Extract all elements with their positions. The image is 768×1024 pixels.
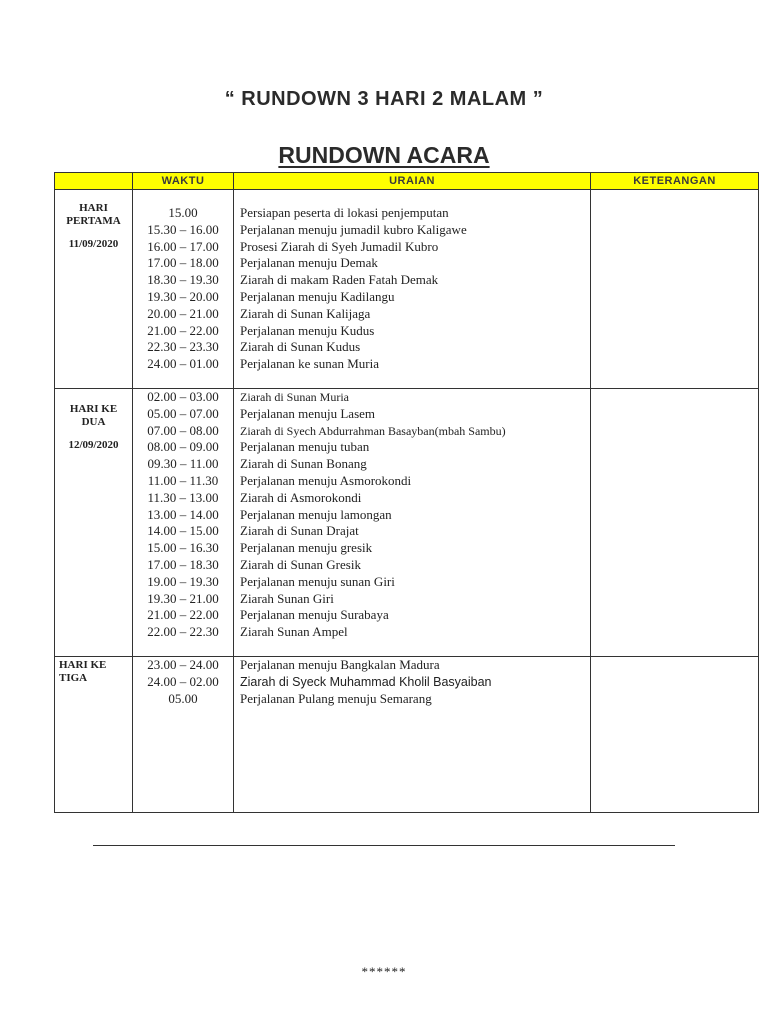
activity-item: Ziarah di Syech Abdurrahman Basayban(mbah Sambu) xyxy=(240,423,506,438)
activity-item: Perjalanan menuju Kudus xyxy=(240,322,375,338)
activity-item: Perjalanan menuju Bangkalan Madura xyxy=(240,657,440,672)
activity-item: Perjalanan menuju gresik xyxy=(240,540,373,556)
document-subtitle xyxy=(0,142,768,169)
time-item: 17.00 – 18.30 xyxy=(147,556,219,572)
activity-item: Ziarah di makam Raden Fatah Demak xyxy=(240,272,439,288)
day-label: HARI PERTAMA xyxy=(66,202,121,227)
time-item: 19.30 – 21.00 xyxy=(147,590,219,606)
keterangan-cell xyxy=(591,389,759,657)
time-item: 21.00 – 22.00 xyxy=(147,607,219,623)
activity-item: Perjalanan menuju Demak xyxy=(240,255,378,271)
time-item: 15.30 – 16.00 xyxy=(147,221,219,237)
day-row xyxy=(55,657,759,813)
header-day xyxy=(55,173,133,190)
time-item: 22.30 – 23.30 xyxy=(147,339,219,355)
time-item: 14.00 – 15.00 xyxy=(147,523,219,539)
activity-cell xyxy=(234,657,591,813)
activity-item: Ziarah di Sunan Kudus xyxy=(240,339,361,355)
document-title: “ RUNDOWN 3 HARI 2 MALAM ” xyxy=(224,88,544,110)
time-cell xyxy=(133,657,234,813)
day-cell xyxy=(55,657,133,813)
time-item: 18.30 – 19.30 xyxy=(147,272,219,288)
horizontal-divider xyxy=(93,845,675,846)
activity-item: Ziarah Sunan Ampel xyxy=(240,624,348,640)
day-row xyxy=(55,190,759,389)
time-item: 02.00 – 03.00 xyxy=(147,389,219,404)
activity-item: Ziarah di Sunan Kalijaga xyxy=(240,305,371,321)
activity-item: Persiapan peserta di lokasi penjemputan xyxy=(240,205,449,220)
day-row xyxy=(55,389,759,657)
keterangan-cell xyxy=(591,657,759,813)
activity-cell xyxy=(234,389,591,657)
activity-item: Ziarah di Syeck Muhammad Kholil Basyaiban xyxy=(240,674,492,689)
activity-item: Perjalanan menuju sunan Giri xyxy=(240,573,395,589)
time-item: 19.00 – 19.30 xyxy=(147,573,219,589)
time-item: 11.00 – 11.30 xyxy=(147,472,219,488)
time-item: 15.00 – 16.30 xyxy=(147,540,219,556)
activity-item: Perjalanan ke sunan Muria xyxy=(240,356,379,372)
time-cell xyxy=(133,389,234,657)
time-item: 24.00 – 01.00 xyxy=(147,356,219,372)
activity-item: Perjalanan menuju lamongan xyxy=(240,506,392,522)
activity-cell xyxy=(234,190,591,389)
activity-item: Perjalanan menuju Kadilangu xyxy=(240,288,395,304)
time-cell xyxy=(133,190,234,389)
day-label: HARI KE TIGA xyxy=(59,659,107,684)
activity-item: Ziarah di Sunan Muria xyxy=(240,390,349,404)
header-keterangan: KETERANGAN xyxy=(591,173,759,190)
activity-item: Perjalanan menuju Asmorokondi xyxy=(240,472,412,488)
activity-item: Perjalanan menuju Lasem xyxy=(240,405,376,421)
time-item: 11.30 – 13.00 xyxy=(147,489,219,505)
activity-item: Perjalanan menuju tuban xyxy=(240,439,370,455)
header-waktu: WAKTU xyxy=(133,173,234,190)
day-cell xyxy=(55,389,133,657)
time-item: 23.00 – 24.00 xyxy=(147,657,219,672)
activity-item: Ziarah di Sunan Gresik xyxy=(240,556,361,572)
time-item: 08.00 – 09.00 xyxy=(147,439,219,455)
time-item: 15.00 xyxy=(168,205,198,220)
time-item: 20.00 – 21.00 xyxy=(147,305,219,321)
time-item: 17.00 – 18.00 xyxy=(147,255,219,271)
activity-item: Perjalanan menuju jumadil kubro Kaligawe xyxy=(240,221,467,237)
time-item: 22.00 – 22.30 xyxy=(147,624,219,640)
activity-item: Prosesi Ziarah di Syeh Jumadil Kubro xyxy=(240,238,439,254)
footer-stars: ****** xyxy=(361,964,407,979)
time-item: 05.00 – 07.00 xyxy=(147,405,219,421)
time-item: 05.00 xyxy=(168,690,198,706)
header-uraian: URAIAN xyxy=(234,173,591,190)
day-date: 11/09/2020 xyxy=(68,238,119,250)
activity-item: Ziarah di Sunan Drajat xyxy=(240,523,359,539)
day-date: 12/09/2020 xyxy=(68,439,119,451)
subtitle-text: RUNDOWN ACARA xyxy=(278,142,490,168)
time-item: 16.00 – 17.00 xyxy=(147,238,219,254)
activity-item: Perjalanan menuju Surabaya xyxy=(240,607,389,623)
time-item: 21.00 – 22.00 xyxy=(147,322,219,338)
keterangan-cell xyxy=(591,190,759,389)
header-row xyxy=(55,173,759,190)
time-item: 24.00 – 02.00 xyxy=(147,673,219,689)
time-item: 19.30 – 20.00 xyxy=(147,288,219,304)
activity-item: Perjalanan Pulang menuju Semarang xyxy=(240,690,432,706)
activity-item: Ziarah di Asmorokondi xyxy=(240,489,362,505)
day-label: HARI KE DUA xyxy=(69,403,118,428)
day-cell xyxy=(55,190,133,389)
activity-item: Ziarah di Sunan Bonang xyxy=(240,456,367,472)
activity-item: Ziarah Sunan Giri xyxy=(240,590,334,606)
rundown-table xyxy=(54,172,759,813)
time-item: 13.00 – 14.00 xyxy=(147,506,219,522)
time-item: 09.30 – 11.00 xyxy=(147,456,219,472)
time-item: 07.00 – 08.00 xyxy=(147,422,219,438)
